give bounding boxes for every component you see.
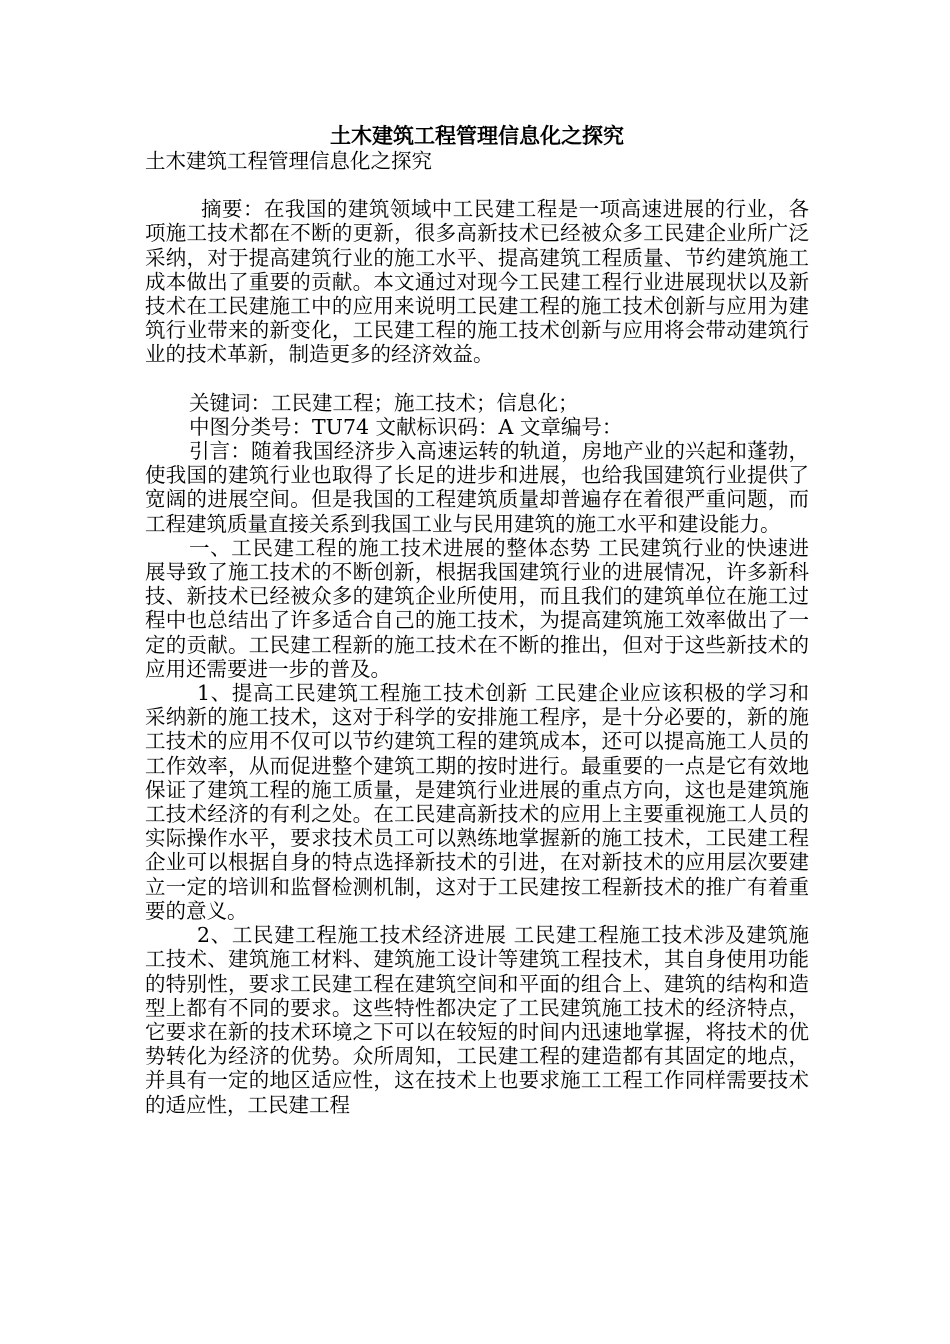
abstract-paragraph: 摘要：在我国的建筑领域中工民建工程是一项高速进展的行业，各项施工技术都在不断的更新，很多高新技术已经被众多工民建企业所广泛采纳，对于提高建筑行业的施工水平、提高建筑工程质量、节约建筑施工成本做出了重要的贡献。本文通过对现今工民建工程行业进展现状以及新技术在工民建施工中的应用来说明工民建工程的施工技术创新与应用为建筑行业带来的新变化，工民建工程的施工技术创新与应用将会带动建筑行业的技术革新，制造更多的经济效益。 bbox=[145, 197, 809, 367]
document-title: 土木建筑工程管理信息化之探究 bbox=[330, 124, 624, 148]
spacer bbox=[145, 367, 809, 391]
section-1-1-paragraph: 1、提高工民建筑工程施工技术创新 工民建企业应该积极的学习和采纳新的施工技术，这对于科学的安排施工程序，是十分必要的，新的施工技术的应用不仅可以节约建筑工程的建筑成本，还可以提高施工人员的工作效率，从而促进整个建筑工期的按时进行。最重要的一点是它有效地保证了建筑工程的施工质量，是建筑行业进展的重点方向，这也是建筑施工技术经济的有利之处。在工民建高新技术的应用上主要重视施工人员的实际操作水平，要求技术员工可以熟练地掌握新的施工技术，工民建工程企业可以根据自身的特点选择新技术的引进，在对新技术的应用层次要建立一定的培训和监督检测机制，这对于工民建按工程新技术的推广有着重要的意义。 bbox=[145, 681, 809, 923]
document-body bbox=[145, 123, 809, 1117]
document-subtitle: 土木建筑工程管理信息化之探究 bbox=[145, 149, 432, 173]
intro-paragraph: 引言：随着我国经济步入高速运转的轨道，房地产业的兴起和蓬勃，使我国的建筑行业也取得了长足的进步和进展，也给我国建筑行业提供了宽阔的进展空间。但是我国的工程建筑质量却普遍存在着很严重问题，而工程建筑质量直接关系到我国工业与民用建筑的施工水平和建设能力。 bbox=[145, 439, 809, 536]
section-1-2-paragraph: 2、工民建工程施工技术经济进展 工民建工程施工技术涉及建筑施工技术、建筑施工材料、建筑施工设计等建筑工程技术，其自身使用功能的特别性，要求工民建工程在建筑空间和平面的组合上、建筑的结构和造型上都有不同的要求。这些特性都决定了工民建筑施工技术的经济特点，它要求在新的技术环境之下可以在较短的时间内迅速地掌握，将技术的优势转化为经济的优势。众所周知，工民建工程的建造都有其固定的地点，并具有一定的地区适应性，这在技术上也要求施工工程工作同样需要技术的适应性，工民建工程 bbox=[145, 923, 809, 1117]
classification-line: 中图分类号：TU74 文献标识码：A 文章编号： bbox=[189, 414, 623, 439]
spacer bbox=[145, 173, 809, 197]
section-1-paragraph: 一、工民建工程的施工技术进展的整体态势 工民建筑行业的快速进展导致了施工技术的不断创新，根据我国建筑行业的进展情况，许多新科技、新技术已经被众多的建筑企业所使用，而且我们的建筑单位在施工过程中也总结出了许多适合自己的施工技术，为提高建筑施工效率做出了一定的贡献。工民建工程新的施工技术在不断的推出，但对于这些新技术的应用还需要进一步的普及。 bbox=[145, 535, 809, 681]
keywords-line: 关键词：工民建工程；施工技术；信息化； bbox=[189, 390, 579, 415]
